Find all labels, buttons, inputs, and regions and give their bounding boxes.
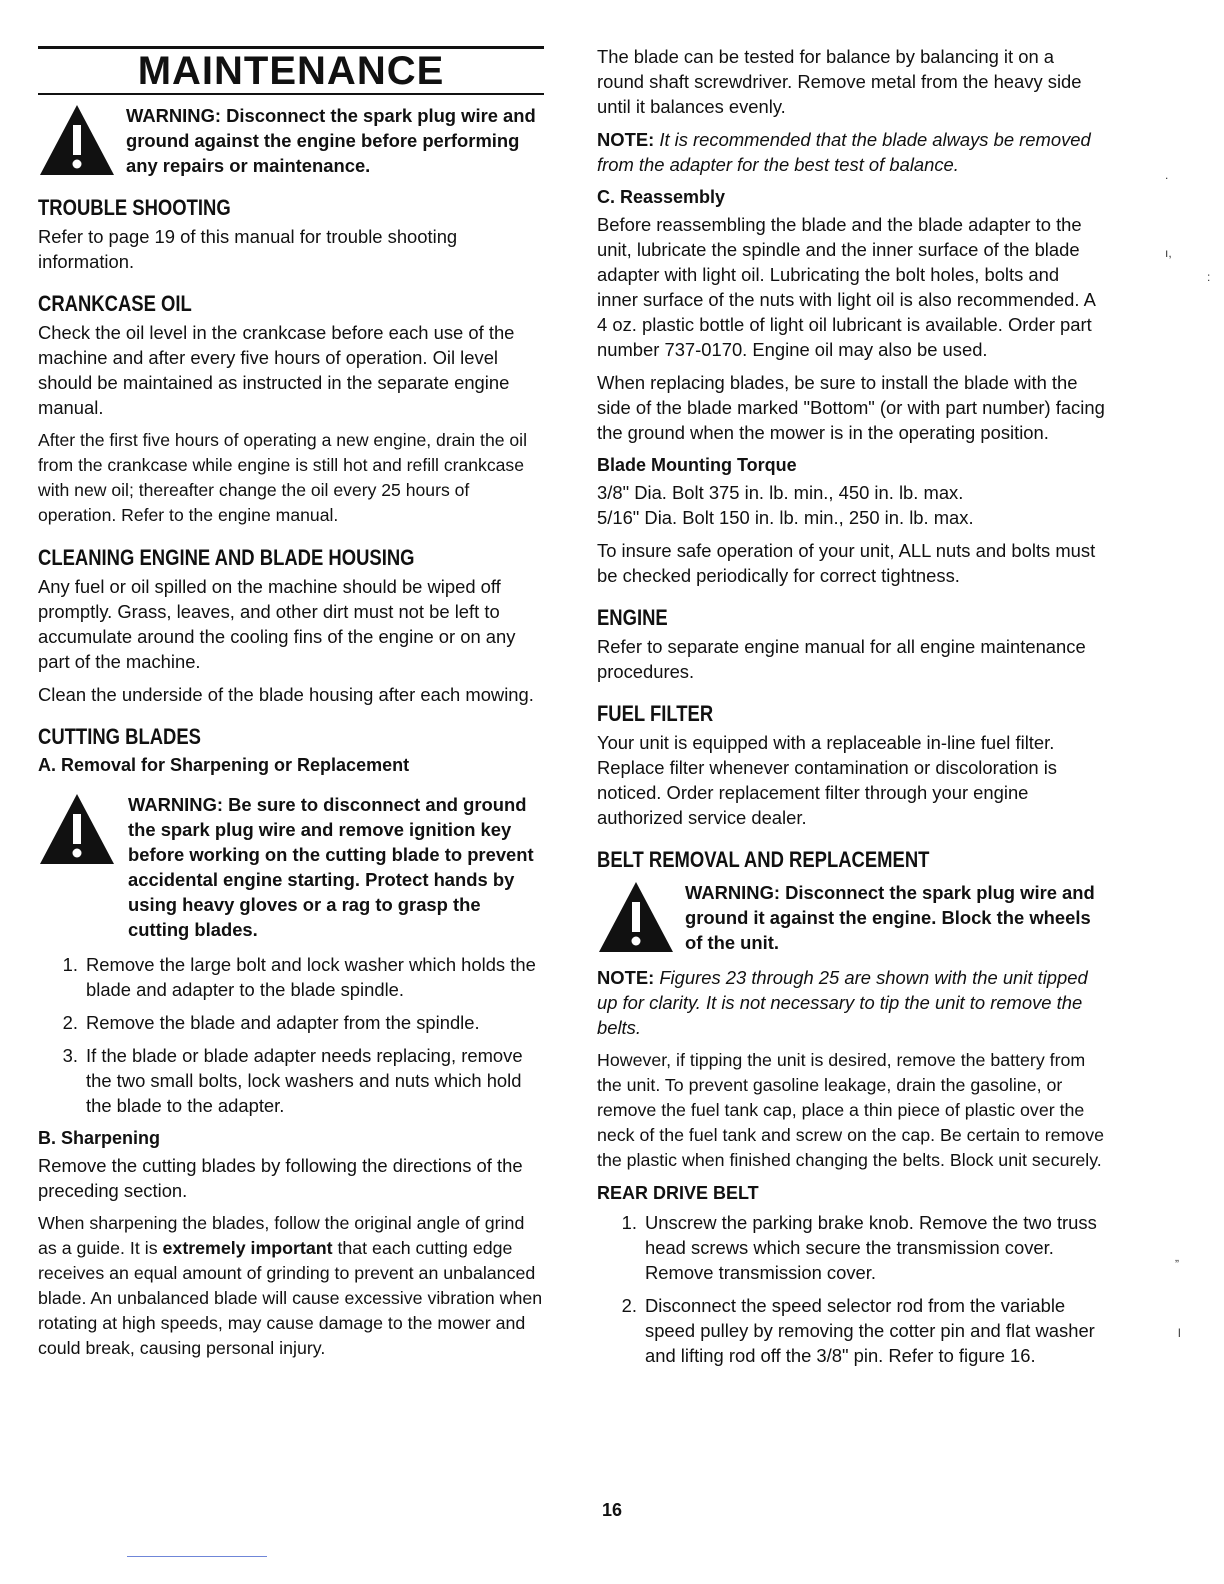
- removal-steps: [38, 952, 544, 1118]
- page-title: MAINTENANCE: [137, 49, 445, 93]
- warning-text: WARNING: Disconnect the spark plug wire and ground against the engine before performing any repairs or maintenance.: [126, 105, 536, 176]
- list-item: [597, 1210, 1105, 1285]
- note-label: NOTE:: [597, 967, 655, 988]
- cleaning-p2: Clean the underside of the blade housing after each mowing.: [38, 684, 534, 705]
- list-item: [38, 1010, 544, 1035]
- subheading-reassembly: C. Reassembly: [597, 187, 726, 207]
- safe-operation-text: To insure safe operation of your unit, ALL nuts and bolts must be checked periodically for correct tightness.: [597, 540, 1096, 586]
- sharpening-p2: [38, 1211, 544, 1361]
- left-column: [38, 44, 544, 1369]
- step-number: 2.: [62, 1012, 78, 1033]
- sharpening-p2-a: When sharpening the blades, follow the original angle of grind as a guide. It is: [38, 1213, 525, 1258]
- heading-crankcase-oil: CRANKCASE OIL: [38, 291, 192, 316]
- warning-triangle-icon: [597, 880, 675, 954]
- heading-belt-removal: BELT REMOVAL AND REPLACEMENT: [597, 847, 930, 872]
- subheading-removal: A. Removal for Sharpening or Replacement: [38, 755, 410, 775]
- heading-cleaning: CLEANING ENGINE AND BLADE HOUSING: [38, 545, 415, 570]
- warning-disconnect-plug: [38, 103, 544, 178]
- step-text: Remove the large bolt and lock washer which holds the blade and adapter to the blade spindle.: [86, 954, 536, 1000]
- note-text: Figures 23 through 25 are shown with the unit tipped up for clarity. It is not necessary to tip the unit to remove the belts.: [597, 967, 1088, 1038]
- warning-cutting-blade: [38, 792, 544, 942]
- warning-triangle-icon: [38, 103, 116, 177]
- step-number: 2.: [621, 1295, 637, 1316]
- margin-mark: l: [1178, 1326, 1181, 1340]
- step-number: 3.: [62, 1045, 78, 1066]
- heading-engine: ENGINE: [597, 605, 668, 630]
- list-item: [38, 952, 544, 1002]
- reassembly-p1: Before reassembling the blade and the blade adapter to the unit, lubricate the spindle and the inner surface of the blade adapter with light oil. Lubricating the bolt holes, bolts and inner surface of the nuts with light oil is also recommended. A 4 oz. plastic bottle of light oil lubricant is available. Order part number 737-0170. Engine oil may also be used.: [597, 214, 1095, 360]
- sharpening-p1: Remove the cutting blades by following the directions of the preceding section.: [38, 1155, 523, 1201]
- subheading-sharpening: B. Sharpening: [38, 1128, 161, 1148]
- heading-trouble-shooting: TROUBLE SHOOTING: [38, 195, 231, 220]
- balance-text: The blade can be tested for balance by balancing it on a round shaft screwdriver. Remove metal from the heavy side until it balances evenly.: [597, 46, 1082, 117]
- margin-mark: :: [1207, 270, 1211, 284]
- subheading-rear-drive-belt: REAR DRIVE BELT: [597, 1183, 759, 1203]
- right-column: [597, 44, 1105, 1376]
- warning-triangle-icon: [38, 792, 116, 866]
- heading-cutting-blades: CUTTING BLADES: [38, 724, 201, 749]
- torque-spec-2: 5/16" Dia. Bolt 150 in. lb. min., 250 in. lb. max.: [597, 507, 974, 528]
- warning-text: WARNING: Disconnect the spark plug wire and ground it against the engine. Block the wheels of the unit.: [685, 882, 1095, 953]
- step-text: If the blade or blade adapter needs replacing, remove the two small bolts, lock washers and nuts which hold the blade to the adapter.: [86, 1045, 523, 1116]
- rear-belt-steps: [597, 1210, 1105, 1368]
- note-label: NOTE:: [597, 129, 655, 150]
- page-number: 16: [601, 1500, 623, 1520]
- subheading-torque: Blade Mounting Torque: [597, 455, 797, 475]
- margin-mark: ı,: [1165, 246, 1172, 260]
- sharpening-p2-b: that each cutting edge receives an equal amount of grinding to prevent an unbalanced blade. An unbalanced blade will cause excessive vibration when rotating at high speeds, may cause damage to the mower and could break, causing personal injury.: [38, 1238, 543, 1358]
- fuel-filter-text: Your unit is equipped with a replaceable in-line fuel filter. Replace filter whenever contamination or discoloration is noticed. Order replacement filter through your engine authorized service dealer.: [597, 732, 1057, 828]
- crankcase-p2: After the first five hours of operating a new engine, drain the oil from the crankcase while engine is still hot and refill crankcase with new oil; thereafter change the oil every 25 hours of operation. Refer to the engine manual.: [38, 430, 527, 525]
- tipping-text: However, if tipping the unit is desired, remove the battery from the unit. To prevent gasoline leakage, drain the gasoline, or remove the fuel tank cap, place a thin piece of plastic over the neck of the fuel tank and screw on the cap. Be certain to remove the plastic when finished changing the belts. Block unit securely.: [597, 1050, 1105, 1170]
- torque-spec-1: 3/8" Dia. Bolt 375 in. lb. min., 450 in. lb. max.: [597, 482, 964, 503]
- reassembly-p2: When replacing blades, be sure to install the blade with the side of the blade marked "Bottom" (or with part number) facing the ground when the mower is in the operating position.: [597, 372, 1105, 443]
- margin-mark: .: [1165, 168, 1169, 182]
- step-number: 1.: [62, 954, 78, 975]
- scan-artifact-line: [127, 1556, 267, 1557]
- margin-mark: „: [1175, 1250, 1179, 1264]
- crankcase-p1: Check the oil level in the crankcase before each use of the machine and after every five hours of operation. Oil level should be maintained as instructed in the separate engine manual.: [38, 322, 515, 418]
- warning-text: WARNING: Be sure to disconnect and ground the spark plug wire and remove ignition key before working on the cutting blade to prevent accidental engine starting. Protect hands by using heavy gloves or a rag to grasp the cutting blades.: [128, 794, 534, 940]
- note-text: It is recommended that the blade always be removed from the adapter for the best test of balance.: [597, 129, 1091, 175]
- cleaning-p1: Any fuel or oil spilled on the machine should be wiped off promptly. Grass, leaves, and other dirt must not be left to accumulate around the cooling fins of the engine or on any part of the machine.: [38, 576, 516, 672]
- step-text: Remove the blade and adapter from the spindle.: [86, 1012, 480, 1033]
- torque-specs: [597, 480, 1105, 530]
- title-rule-bottom: [38, 93, 544, 95]
- warning-belt: [597, 880, 1105, 955]
- trouble-shooting-text: Refer to page 19 of this manual for trouble shooting information.: [38, 226, 458, 272]
- note-figures: [597, 965, 1105, 1040]
- step-text: Disconnect the speed selector rod from the variable speed pulley by removing the cotter pin and flat washer and lifting rod off the 3/8" pin. Refer to figure 16.: [645, 1295, 1095, 1366]
- engine-text: Refer to separate engine manual for all engine maintenance procedures.: [597, 636, 1086, 682]
- sharpening-p2-emphasis: extremely important: [162, 1238, 333, 1258]
- list-item: [597, 1293, 1105, 1368]
- step-text: Unscrew the parking brake knob. Remove the two truss head screws which secure the transmission cover. Remove transmission cover.: [645, 1212, 1097, 1283]
- list-item: [38, 1043, 544, 1118]
- step-number: 1.: [621, 1212, 637, 1233]
- heading-fuel-filter: FUEL FILTER: [597, 701, 714, 726]
- note-balance: [597, 127, 1105, 177]
